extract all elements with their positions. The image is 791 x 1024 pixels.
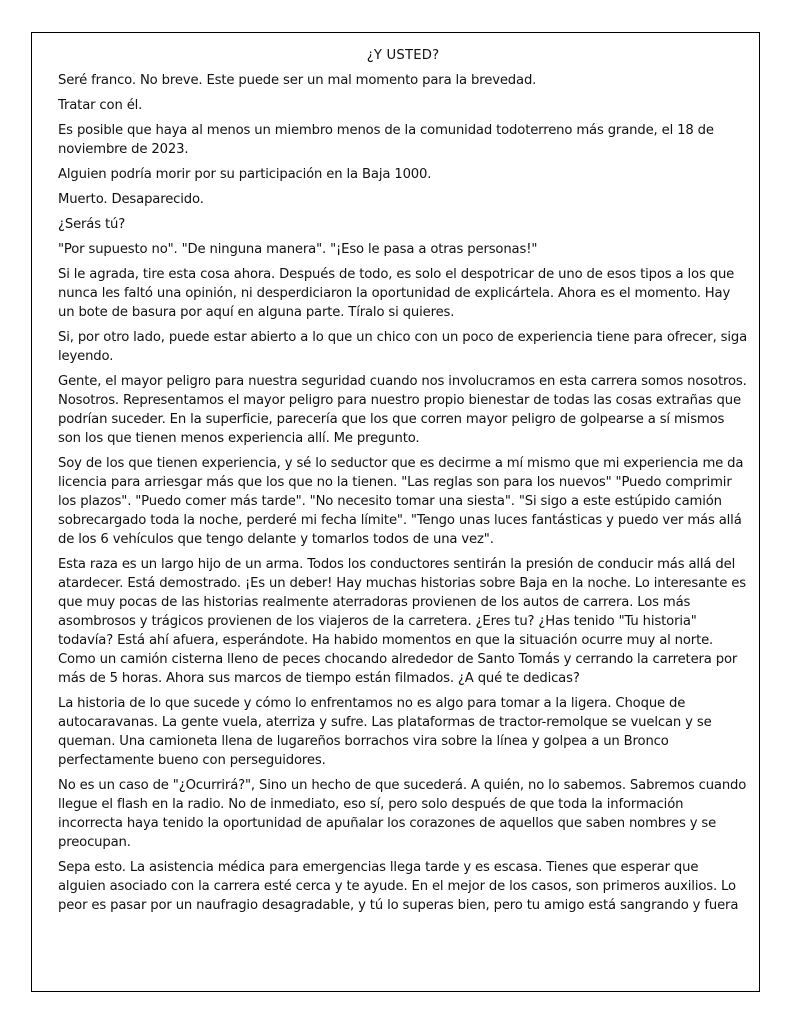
paragraph: Si, por otro lado, puede estar abierto a lo que un chico con un poco de experiencia tiene para ofrecer, siga leyendo. xyxy=(58,330,748,364)
paragraph: Si le agrada, tire esta cosa ahora. Después de todo, es solo el despotricar de uno de esos tipos a los que nunca les faltó una opinión, ni desperdiciaron la oportunidad de explicártela. Ahora es el momento. Hay un bote de basura por aquí en alguna parte. Tíralo si quieres. xyxy=(58,267,735,320)
paragraph: No es un caso de "¿Ocurrirá?", Sino un hecho de que sucederá. A quién, no lo sabemos. Sabremos cuando llegue el flash en la radio. No de inmediato, eso sí, pero solo después de que toda la información incorrecta haya tenido la oportunidad de apuñalar los corazones de aquellos que saben nombres y se preocupan. xyxy=(58,778,747,850)
paragraph: Muerto. Desaparecido. xyxy=(58,192,204,207)
paragraph: Tratar con él. xyxy=(58,98,143,113)
page-border xyxy=(31,32,760,992)
paragraph: La historia de lo que sucede y cómo lo enfrentamos no es algo para tomar a la ligera. Choque de autocaravanas. La gente vuela, aterriza y sufre. Las plataformas de tractor-remolque se vuelcan y se queman. Una camioneta llena de lugareños borrachos vira sobre la línea y golpea a un Bronco perfectamente bueno con perseguidores. xyxy=(58,696,712,768)
paragraph: Alguien podría morir por su participación en la Baja 1000. xyxy=(58,167,432,182)
paragraph: Gente, el mayor peligro para nuestra seguridad cuando nos involucramos en esta carrera somos nosotros. Nosotros. Representamos el mayor peligro para nuestro propio bienestar de todas las cosas extrañas que podrían suceder. En la superficie, parecería que los que corren mayor peligro de golpearse a sí mismos son los que tienen menos experiencia allí. Me pregunto. xyxy=(58,374,747,446)
paragraph: Soy de los que tienen experiencia, y sé lo seductor que es decirme a mí mismo que mi experiencia me da licencia para arriesgar más que los que no la tienen. "Las reglas son para los nuevos" "Puedo comprimir los plazos". "Puedo comer más tarde". "No necesito tomar una siesta". "Si sigo a este estúpido camión sobrecargado toda la noche, perderé mi fecha límite". "Tengo unas luces fantásticas y puedo ver más allá de los 6 vehículos que tengo delante y tomarlos todos de una vez". xyxy=(58,456,744,547)
document-body xyxy=(58,46,748,921)
paragraph: Esta raza es un largo hijo de un arma. Todos los conductores sentirán la presión de conducir más allá del atardecer. Está demostrado. ¡Es un deber! Hay muchas historias sobre Baja en la noche. Lo interesante es que muy pocas de las historias realmente aterradoras provienen de los autos de carrera. Los más asombrosos y trágicos provienen de los viajeros de la carretera. ¿Eres tu? ¿Has tenido "Tu historia" todavía? Está ahí afuera, esperándote. Ha habido momentos en que la situación ocurre muy al norte. Como un camión cisterna lleno de peces chocando alrededor de Santo Tomás y cerrando la carretera por más de 5 horas. Ahora sus marcos de tiempo están filmados. ¿A qué te dedicas? xyxy=(58,557,746,686)
paragraph: "Por supuesto no". "De ninguna manera". "¡Eso le pasa a otras personas!" xyxy=(58,242,538,257)
document-title: ¿Y USTED? xyxy=(366,48,440,63)
paragraph: Seré franco. No breve. Este puede ser un mal momento para la brevedad. xyxy=(58,73,537,88)
paragraph: Es posible que haya al menos un miembro menos de la comunidad todoterreno más grande, el 18 de noviembre de 2023. xyxy=(58,123,714,157)
paragraph: Sepa esto. La asistencia médica para emergencias llega tarde y es escasa. Tienes que esperar que alguien asociado con la carrera esté cerca y te ayude. En el mejor de los casos, son primeros auxilios. Lo peor es pasar por un naufragio desagradable, y tú lo superas bien, pero tu amigo está sangrando y fuera xyxy=(58,860,739,913)
paragraph: ¿Serás tú? xyxy=(58,217,126,232)
